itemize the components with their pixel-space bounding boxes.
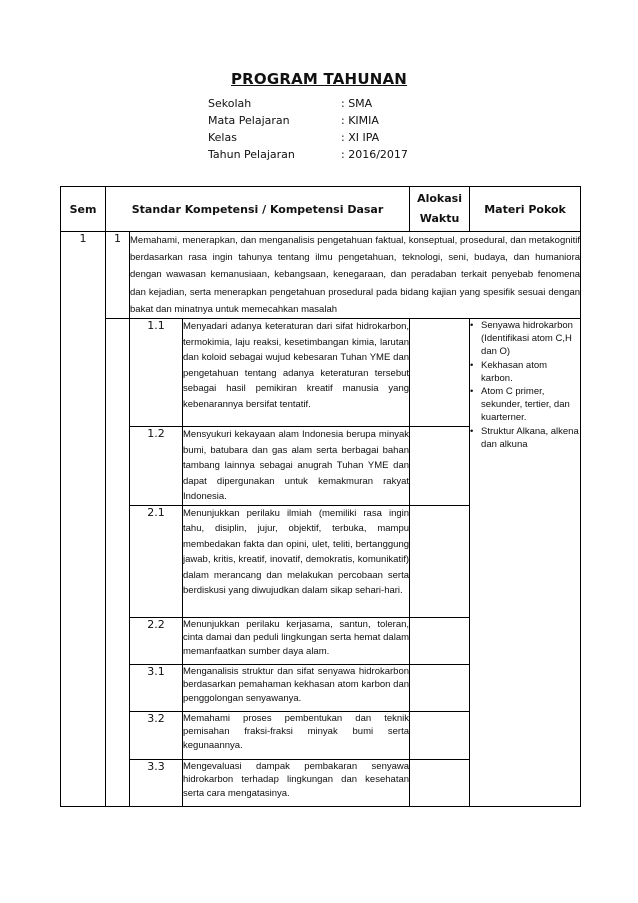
kd-text: Menunjukkan perilaku kerjasama, santun, toleran, cinta damai dan peduli lingkungan serta hemat dalam memanfaatkan sumber daya alam. bbox=[183, 617, 410, 664]
table-row bbox=[61, 232, 581, 319]
materi-text: Struktur Alkana, alkena dan alkuna bbox=[481, 425, 579, 450]
page-title: PROGRAM TAHUNAN bbox=[230, 70, 408, 88]
info-value: : XI IPA bbox=[341, 131, 380, 144]
list-item bbox=[470, 385, 580, 425]
alokasi-cell bbox=[410, 319, 470, 427]
kd-number: 2.1 bbox=[130, 505, 183, 617]
kd-text: Memahami proses pembentukan dan teknik pemisahan fraksi-fraksi minyak bumi serta kegunaannya. bbox=[183, 711, 410, 759]
kd-number: 3.1 bbox=[130, 664, 183, 711]
list-item bbox=[470, 425, 580, 451]
kd-text: Menganalisis struktur dan sifat senyawa hidrokarbon berdasarkan pemahaman kekhasan atom karbon dan penggolongan senyawanya. bbox=[183, 664, 410, 711]
kd-number: 1.2 bbox=[130, 427, 183, 506]
alokasi-cell bbox=[410, 427, 470, 506]
info-row-year bbox=[208, 146, 408, 163]
alokasi-cell bbox=[410, 664, 470, 711]
materi-text: Senyawa hidrokarbon (Identifikasi atom C,H dan O) bbox=[481, 320, 573, 358]
alokasi-cell bbox=[410, 711, 470, 759]
info-value: : SMA bbox=[341, 97, 373, 110]
header-materi: Materi Pokok bbox=[470, 187, 581, 232]
info-label: Tahun Pelajaran bbox=[208, 148, 295, 161]
sem-cell: 1 bbox=[61, 232, 106, 807]
bullet-icon: • bbox=[470, 359, 474, 371]
program-table bbox=[60, 186, 581, 807]
info-row-school bbox=[208, 95, 408, 112]
table-row bbox=[61, 319, 581, 427]
kd-text: Menyadari adanya keteraturan dari sifat hidrokarbon, termokimia, laju reaksi, kesetimbangan kimia, larutan dan koloid sebagai wujud kebesaran Tuhan YME dan pengetahuan tentang adanya keteraturan tersebut sebagai hasil pemikiran kreatif manusia yang kebenarannya bersifat tentatif. bbox=[183, 319, 410, 427]
sk-number: 1 bbox=[106, 232, 130, 319]
materi-list bbox=[470, 319, 580, 451]
kd-number: 2.2 bbox=[130, 617, 183, 664]
list-item bbox=[470, 319, 580, 359]
info-value: : KIMIA bbox=[341, 114, 379, 127]
header-sem: Sem bbox=[61, 187, 106, 232]
bullet-icon: • bbox=[470, 425, 474, 437]
bullet-icon: • bbox=[470, 320, 474, 332]
kd-number: 3.3 bbox=[130, 759, 183, 806]
info-value: : 2016/2017 bbox=[341, 148, 408, 161]
alokasi-cell bbox=[410, 617, 470, 664]
info-row-subject bbox=[208, 112, 408, 129]
kd-text: Menunjukkan perilaku ilmiah (memiliki rasa ingin tahu, disiplin, jujur, objektif, terbuka, mampu membedakan fakta dan opini, ulet, teliti, bertanggung jawab, kritis, kreatif, inovatif, demokratis, komunikatif) dalam merancang dan melakukan percobaan serta berdiskusi yang diwujudkan dalam sikap sehari-hari. bbox=[183, 505, 410, 617]
header-alokasi-line1: Alokasi bbox=[417, 192, 462, 205]
kd-text: Mengevaluasi dampak pembakaran senyawa hidrokarbon terhadap lingkungan dan kesehatan serta cara mengatasinya. bbox=[183, 759, 410, 806]
alokasi-cell bbox=[410, 505, 470, 617]
empty-cell bbox=[106, 319, 130, 807]
bullet-icon: • bbox=[470, 386, 474, 398]
materi-text: Kekhasan atom karbon. bbox=[481, 359, 548, 384]
kd-number: 3.2 bbox=[130, 711, 183, 759]
materi-cell bbox=[470, 319, 581, 807]
materi-text: Atom C primer, sekunder, tertier, dan kuarterner. bbox=[481, 386, 570, 424]
header-alokasi bbox=[410, 187, 470, 232]
info-label: Mata Pelajaran bbox=[208, 114, 290, 127]
header-sk-kd: Standar Kompetensi / Kompetensi Dasar bbox=[106, 187, 410, 232]
info-label: Sekolah bbox=[208, 97, 252, 110]
info-label: Kelas bbox=[208, 131, 237, 144]
kd-text: Mensyukuri kekayaan alam Indonesia berupa minyak bumi, batubara dan gas alam serta berbagai bahan tambang lainnya sebagai anugrah Tuhan YME dan dapat dipergunakan untuk kemakmuran rakyat Indonesia. bbox=[183, 427, 410, 506]
sk-text: Memahami, menerapkan, dan menganalisis pengetahuan faktual, konseptual, prosedural, dan metakognitif berdasarkan rasa ingin tahunya tentang ilmu pengetahuan, teknologi, seni, budaya, dan humaniora dengan wawasan kemanusiaan, kebangsaan, kenegaraan, dan peradaban terkait penyebab fenomena dan kejadian, serta menerapkan pengetahuan prosedural pada bidang kajian yang spesifik sesuai dengan bakat dan minatnya untuk memecahkan masalah bbox=[130, 232, 581, 319]
kd-number: 1.1 bbox=[130, 319, 183, 427]
table-header-row bbox=[61, 187, 581, 232]
header-alokasi-line2: Waktu bbox=[419, 212, 460, 225]
list-item bbox=[470, 359, 580, 385]
alokasi-cell bbox=[410, 759, 470, 806]
info-row-class bbox=[208, 129, 408, 146]
school-info bbox=[208, 95, 408, 163]
